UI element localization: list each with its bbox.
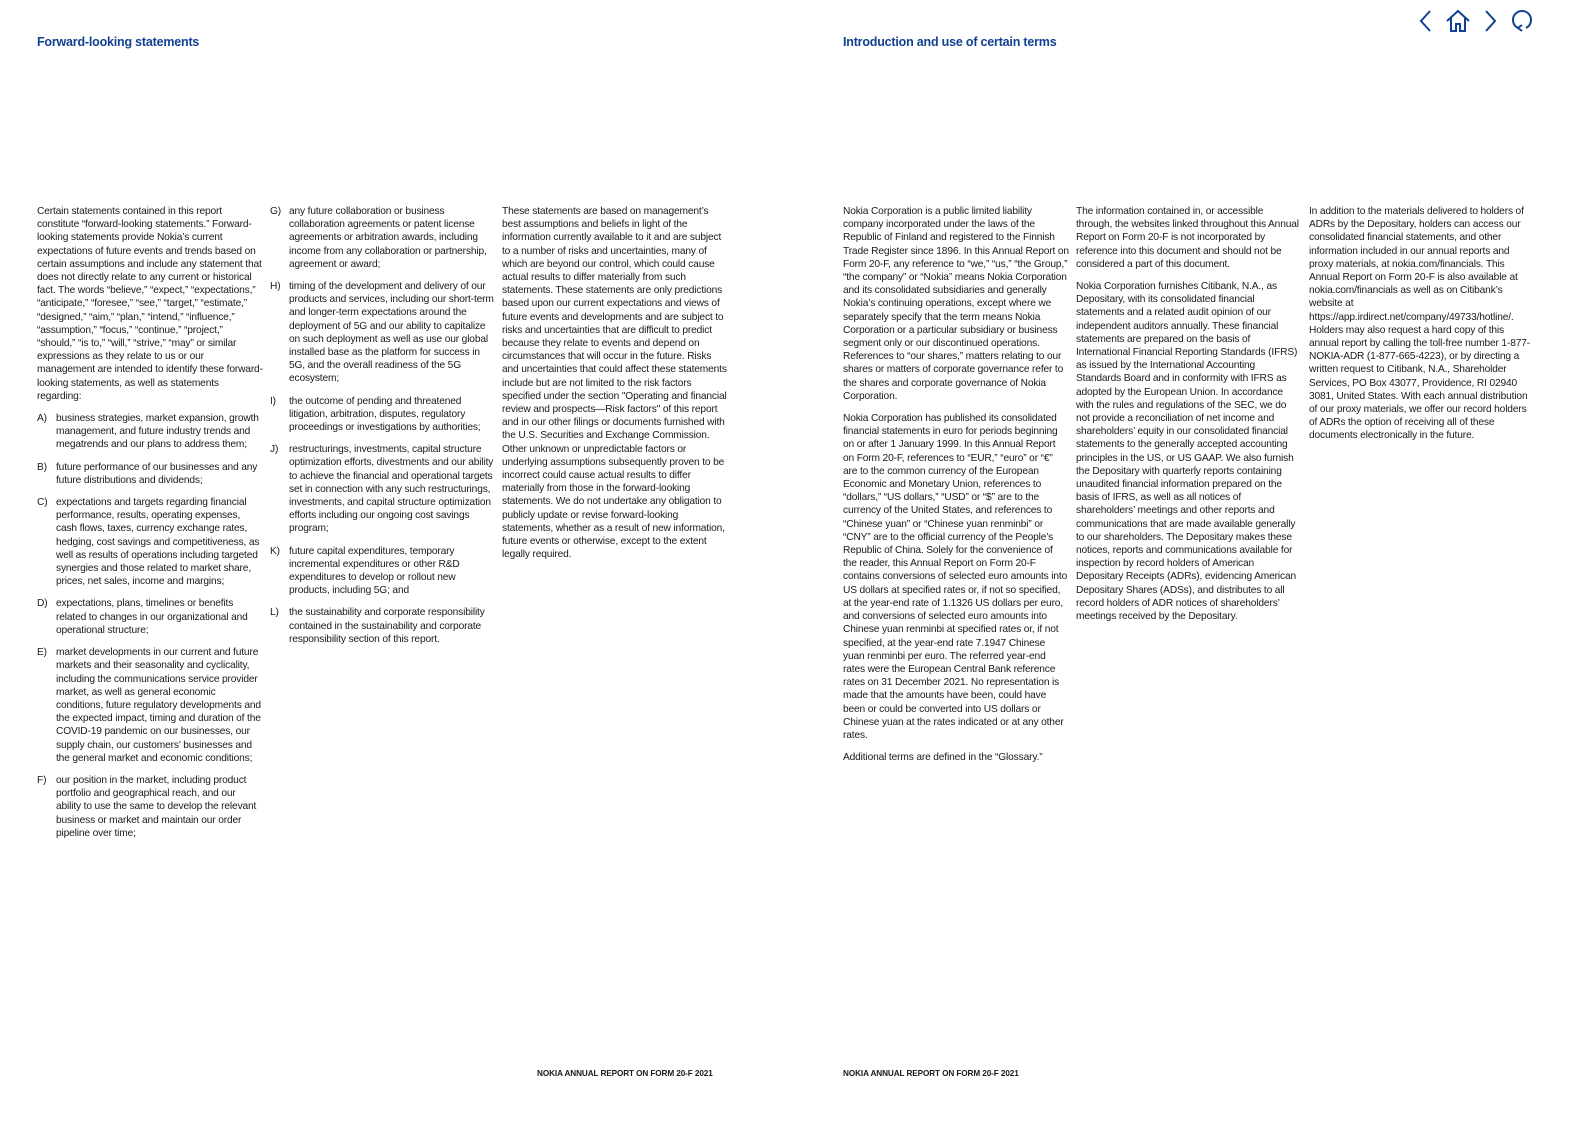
list-text: our position in the market, including product portfolio and geographical reach, and our ability to use the same to develop the relevant business or market and maintain our order pipeline over time;	[56, 774, 257, 839]
list-text: expectations and targets regarding financial performance, results, operating expenses, cash flows, taxes, currency exchange rates, hedging, cost savings and competitiveness, as well as results of operations including targeted synergies and those related to market share, prices, net sales, income and margins;	[56, 497, 260, 588]
paragraph: Additional terms are defined in the “Glossary.”	[843, 752, 1043, 764]
paragraph: In addition to the materials delivered to holders of ADRs by the Depositary, holders can access our consolidated financial statements, and other information included in our annual reports and proxy materials, at nokia.com/financials. This Annual Report on Form 20-F is also available at nokia.com/financials as well as on Citibank’s website at https://app.irdirect.net/company/49733/hotline/. Holders may also request a hard copy of this annual report by calling the toll-free number 1-877-NOKIA-ADR (1-877-665-4223), or by directing a written request to Citibank, N.A., Shareholder Services, PO Box 43077, Providence, RI 02940 3081, United States. With each annual distribution of our proxy materials, we offer our record holders of ADRs the option of receiving all of these documents electronically in the future.	[1309, 206, 1530, 442]
list-marker: L)	[270, 607, 279, 619]
list-text: timing of the development and delivery of our products and services, including our short-term and longer-term expectations around the deployment of 5G and our ability to capitalize on such deployment as well as use our global installed base as the platform for success in 5G, and the overall readiness of the 5G ecosystem;	[289, 281, 494, 385]
list-marker: A)	[37, 413, 47, 425]
list-item	[270, 606, 496, 646]
list-item	[37, 412, 263, 452]
list-marker: D)	[37, 598, 48, 610]
back-button[interactable]	[1509, 8, 1535, 34]
list-text: any future collaboration or business collaboration agreements or patent license agreements or arbitration awards, including income from any collaboration or partnership, agreement or award;	[289, 206, 487, 270]
list-item	[270, 395, 496, 435]
paragraph: Nokia Corporation has published its consolidated financial statements in euro for periods beginning on or after 1 January 1999. In this Annual Report on Form 20-F, references to “EUR,” “euro” or “€” are to the common currency of the European Economic and Monetary Union, references to “dollars,” “US dollars,” “USD” or “$” are to the currency of the United States, and references to “Chinese yuan” or “Chinese yuan renminbi” or “CNY” are to the official currency of the People’s Republic of China. Solely for the convenience of the reader, this Annual Report on Form 20-F contains conversions of selected euro amounts into US dollars at specified rates or, if not so specified, at the year-end rate of 1.1326 US dollars per euro, and conversions of selected euro amounts into Chinese yuan renminbi at specified rates or, if not specified, at the year-end rate 7.1947 Chinese yuan renminbi per euro. The referred year-end rates were the European Central Bank reference rates on 31 December 2021. No representation is made that the amounts have been, could have been or could be converted into US dollars or Chinese yuan at the rates indicated or at any other rates.	[843, 413, 1068, 741]
list-text: restructurings, investments, capital structure optimization efforts, divestments and our ability to achieve the financial and operational targets set in connection with any such restructurings, investments, and capital structure optimization efforts including our ongoing cost savings program;	[289, 444, 494, 535]
left-column-2	[270, 205, 496, 655]
list-marker: C)	[37, 497, 48, 509]
list-marker: H)	[270, 281, 281, 293]
paragraph: Nokia Corporation furnishes Citibank, N.A., as Depositary, with its consolidated financial statements and a related audit opinion of our independent auditors annually. These financial statements are prepared on the basis of International Financial Reporting Standards (IFRS) as issued by the International Accounting Standards Board and in conformity with IFRS as adopted by the European Union. In accordance with the rules and regulations of the SEC, we do not provide a reconciliation of net income and shareholders’ equity in our consolidated financial statements to the generally accepted accounting principles in the US, or US GAAP. We also furnish the Depositary with quarterly reports containing unaudited financial information prepared on the basis of IFRS, as well as all notices of shareholders’ meetings and other reports and communications that are made available generally to our shareholders. The Depositary makes these notices, reports and communications available for inspection by record holders of American Depositary Receipts (ADRs), evidencing American Depositary Shares (ADSs), and distributes to all record holders of ADR notices of shareholders’ meetings received by the Depositary.	[1076, 281, 1298, 623]
right-page	[800, 0, 1587, 1122]
navigation-bar	[1413, 8, 1535, 34]
list-item	[37, 774, 263, 840]
right-column-3	[1309, 205, 1535, 452]
paragraph: Nokia Corporation is a public limited liability company incorporated under the laws of the Republic of Finland and registered to the Finnish Trade Register since 1896. In this Annual Report on Form 20-F, any reference to “we,” “us,” “the Group,” “the company” or “Nokia” means Nokia Corporation and its consolidated subsidiaries and generally Nokia’s continuing operations, except where we separately specify that the term means Nokia Corporation or a particular subsidiary or business segment only or our discontinued operations. References to “our shares,” matters relating to our shares or matters of corporate governance refer to the shares and corporate governance of Nokia Corporation.	[843, 206, 1069, 402]
list-text: business strategies, market expansion, growth management, and future industry trends and megatrends and our plans to address them;	[56, 413, 259, 451]
paragraph: The information contained in, or accessible through, the websites linked throughout this Annual Report on Form 20-F is not incorporated by reference into this document and should not be considered a part of this document.	[1076, 206, 1299, 270]
list-marker: B)	[37, 461, 47, 473]
list-marker: J)	[270, 444, 279, 456]
next-page-button[interactable]	[1477, 8, 1503, 34]
list-item	[37, 496, 263, 588]
section-title-forward-looking: Forward-looking statements	[37, 35, 200, 49]
list-item	[37, 597, 263, 637]
list-text: expectations, plans, timelines or benefits related to changes in our organizational and operational structure;	[56, 598, 248, 636]
list-marker: G)	[270, 206, 282, 217]
list-text: market developments in our current and future markets and their seasonality and cyclicality, including the communications service provider market, as well as general economic conditions, future regulatory developments and the expected impact, timing and duration of the COVID-19 pandemic on our businesses, our supply chain, our customers’ businesses and the general market and economic conditions;	[56, 647, 261, 764]
next-page-icon	[1482, 9, 1498, 33]
back-icon	[1510, 9, 1534, 33]
list-text: future capital expenditures, temporary incremental expenditures or other R&D expenditures to develop or rollout new products, including 5G; and	[289, 545, 460, 597]
right-column-1	[843, 205, 1069, 773]
list-item	[270, 280, 496, 386]
left-page	[0, 0, 790, 1122]
left-column-3	[502, 205, 728, 570]
list-marker: K)	[270, 545, 280, 557]
list-item	[270, 205, 496, 271]
right-column-2	[1076, 205, 1302, 632]
list-marker: I)	[270, 395, 276, 407]
list-marker: F)	[37, 774, 47, 786]
risk-paragraph: These statements are based on management’s best assumptions and beliefs in light of the information currently available to it and are subject to a number of risks and uncertainties, many of which are beyond our control, which could cause actual results to differ materially from such statements. These statements are only predictions based upon our current expectations and views of future events and developments and are subject to risks and uncertainties that are difficult to predict because they relate to events and depend on circumstances that will occur in the future. Risks and uncertainties that could affect these statements include but are not limited to the risk factors specified under the section "Operating and financial review and prospects—Risk factors" of this report and in our other filings or documents furnished with the U.S. Securities and Exchange Commission. Other unknown or unpredictable factors or underlying assumptions subsequently proven to be incorrect could cause actual results to differ materially from those in the forward-looking statements. We do not undertake any obligation to publicly update or revise forward-looking statements, whether as a result of new information, future events or otherwise, except to the extent legally required.	[502, 206, 727, 561]
left-page-footer: NOKIA ANNUAL REPORT ON FORM 20-F 2021	[537, 1069, 713, 1078]
previous-page-button[interactable]	[1413, 8, 1439, 34]
list-item	[270, 443, 496, 535]
section-title-introduction: Introduction and use of certain terms	[843, 35, 1057, 49]
list-text: the outcome of pending and threatened litigation, arbitration, disputes, regulatory proceedings or investigations by authorities;	[289, 395, 481, 434]
list-item	[37, 461, 263, 487]
list-item	[37, 646, 263, 765]
list-marker: E)	[37, 647, 47, 659]
left-column-1	[37, 205, 263, 849]
home-button[interactable]	[1445, 8, 1471, 34]
right-page-footer: NOKIA ANNUAL REPORT ON FORM 20-F 2021	[843, 1069, 1019, 1078]
list-text: future performance of our businesses and any future distributions and dividends;	[56, 461, 258, 486]
home-icon	[1445, 9, 1471, 33]
previous-page-icon	[1418, 9, 1434, 33]
intro-paragraph: Certain statements contained in this report constitute “forward-looking statements.” Forward-looking statements provide Nokia’s current expectations of future events and trends based on certain assumptions and include any statement that does not directly relate to any current or historical fact. The words “believe,” “expect,” “expectations,” “anticipate,” “foresee,” “see,” “target,” “estimate,” “designed,” “aim,” “plan,” “intend,” “influence,” “assumption,” “focus,” “continue,” “project,” “should,” “is to,” “will,” “strive,” “may” or similar expressions as they relate to us or our management are intended to identify these forward-looking statements, as well as statements regarding:	[37, 206, 263, 402]
list-text: the sustainability and corporate responsibility contained in the sustainability and corporate responsibility section of this report.	[289, 607, 485, 645]
list-item	[270, 545, 496, 598]
